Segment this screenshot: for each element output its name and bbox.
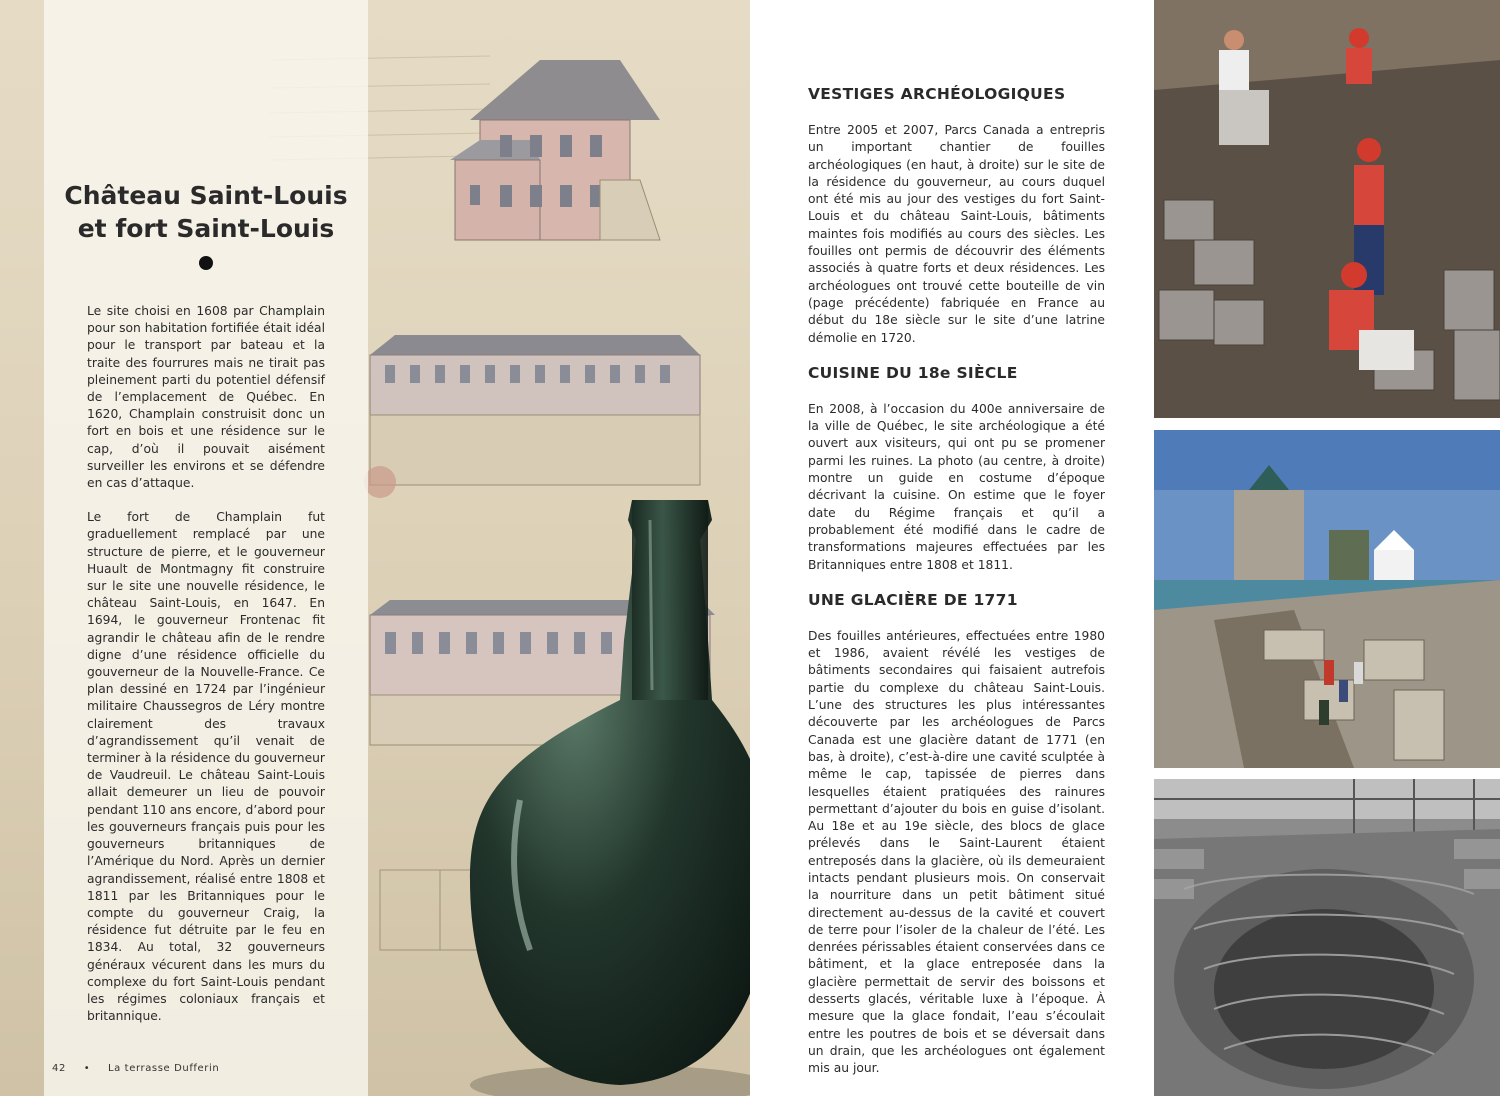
wine-bottle-image (470, 500, 750, 1096)
site-visitors-photo (1154, 430, 1500, 768)
running-title: La terrasse Dufferin (108, 1063, 220, 1074)
section-body-vestiges: Entre 2005 et 2007, Parcs Canada a entrepris un important chantier de fouilles archéologiques (en haut, à droite) sur le site de la résidence du gouverneur, au cours duquel ont été mis au jour des vestiges du fort Saint-Louis et du château Saint-Louis, bâtiments maintes fois modifiés au cours des siècles. Les fouilles ont permis de découvrir des éléments associés à quatre forts et deux résidences. Les archéologues ont trouvé cette bouteille de vin (page précédente) fabriquée en France au début du 18e siècle sur le site d’une latrine démolie en 1720. (808, 123, 1105, 345)
left-body-text (87, 303, 325, 1042)
section-heading-glaciere: UNE GLACIÈRE DE 1771 (808, 590, 1018, 609)
right-text-column (808, 84, 1105, 1094)
left-paragraph-2: Le fort de Champlain fut graduellement remplacé par une structure de pierre, et le gouverneur Huault de Montmagny fit construire sur le site une nouvelle résidence, le château Saint-Louis, en 1647. En 1694, le gouverneur Frontenac fit agrandir le château afin de le rendre digne d’une résidence officielle du gouverneur de la Nouvelle-France. Ce plan dessiné en 1724 par l’ingénieur militaire Chaussegros de Léry montre clairement des travaux d’agrandissement qu’il venait de terminer à la résidence du gouverneur de Vaudreuil. Le château Saint-Louis allait demeurer un lieu de pouvoir pendant 110 ans encore, d’abord pour les gouverneurs français puis pour les gouverneurs britanniques de l’Amérique du Nord. Après un dernier agrandissement, réalisé entre 1808 et 1811 par les Britanniques pour le compte du gouverneur Craig, la résidence fut détruite par le feu en 1834. Au total, 32 gouverneurs généraux vécurent dans les murs du complexe du fort Saint-Louis pendant les régimes coloniaux français et britannique. (87, 510, 325, 1024)
section-heading-vestiges: VESTIGES ARCHÉOLOGIQUES (808, 85, 1066, 103)
upper-building-elevation (450, 60, 660, 240)
chapter-title-line2: et fort Saint-Louis (77, 213, 335, 243)
ice-house-photo (1154, 779, 1500, 1096)
left-paragraph-1: Le site choisi en 1608 par Champlain pour son habitation fortifiée était idéal pour le transport par bateau et la traite des fourrures mais ne tirait pas pleinement parti du potentiel défensif de l’emplacement de Québec. En 1620, Champlain construisit donc un fort en bois et une résidence sur le cap, d’où il pouvait aisément surveiller les environs et se défendre en cas d’attaque. (87, 304, 325, 491)
footer-bullet: • (83, 1063, 91, 1074)
section-heading-cuisine: CUISINE DU 18e SIÈCLE (808, 363, 1018, 382)
chapter-title-line1: Château Saint-Louis (64, 180, 348, 210)
page-footer (52, 1063, 233, 1074)
title-bullet (199, 256, 213, 270)
section-body-glaciere: Des fouilles antérieures, effectuées entre 1980 et 1986, avaient révélé les vestiges de bâtiments secondaires qui faisaient autrefois partie du complexe du château Saint-Louis. L’une des structures les plus intéressantes découverte par les archéologues de Parcs Canada est une glacière datant de 1771 (en bas, à droite), c’est-à-dire une cavité sculptée à même le cap, tapissée de pierres dans lesquelles étaient pratiquées des rainures permettant d’ajouter du bois en guise d’isolant. Au 18e et au 19e siècle, des blocs de glace prélevés dans le Saint-Laurent étaient entreposés dans la glacière, où ils demeuraient intacts pendant plusieurs mois. On conservait la nourriture dans un petit bâtiment situé directement au-dessus de la cavité et couvert de terre pour l’isoler de la chaleur de l’été. Les denrées périssables étaient conservées dans ce bâtiment, et la glace entreposée dans la glacière permettait de servir des boissons et desserts glacés, véritable luxe à l’époque. À mesure que la glace fondait, l’eau s’écoulait entre les poutres de bois et se déversait dans un drain, que les archéologues ont également mis au jour. (808, 628, 1105, 1076)
section-body-cuisine: En 2008, à l’occasion du 400e anniversaire de la ville de Québec, le site archéologique a été ouvert aux visiteurs, qui ont pu se promener parmi les ruines. La photo (au centre, à droite) montre un guide en costume d’époque décrivant la cuisine. On estime que le foyer date du Régime français et qu’il a probablement été modifié dans le cadre de transformations majeures effectuées par les Britanniques entre 1808 et 1811. (808, 401, 1105, 572)
middle-building-elevation (364, 335, 700, 498)
excavation-photo (1154, 0, 1500, 418)
chapter-title (44, 179, 368, 245)
page-number: 42 (52, 1063, 66, 1074)
